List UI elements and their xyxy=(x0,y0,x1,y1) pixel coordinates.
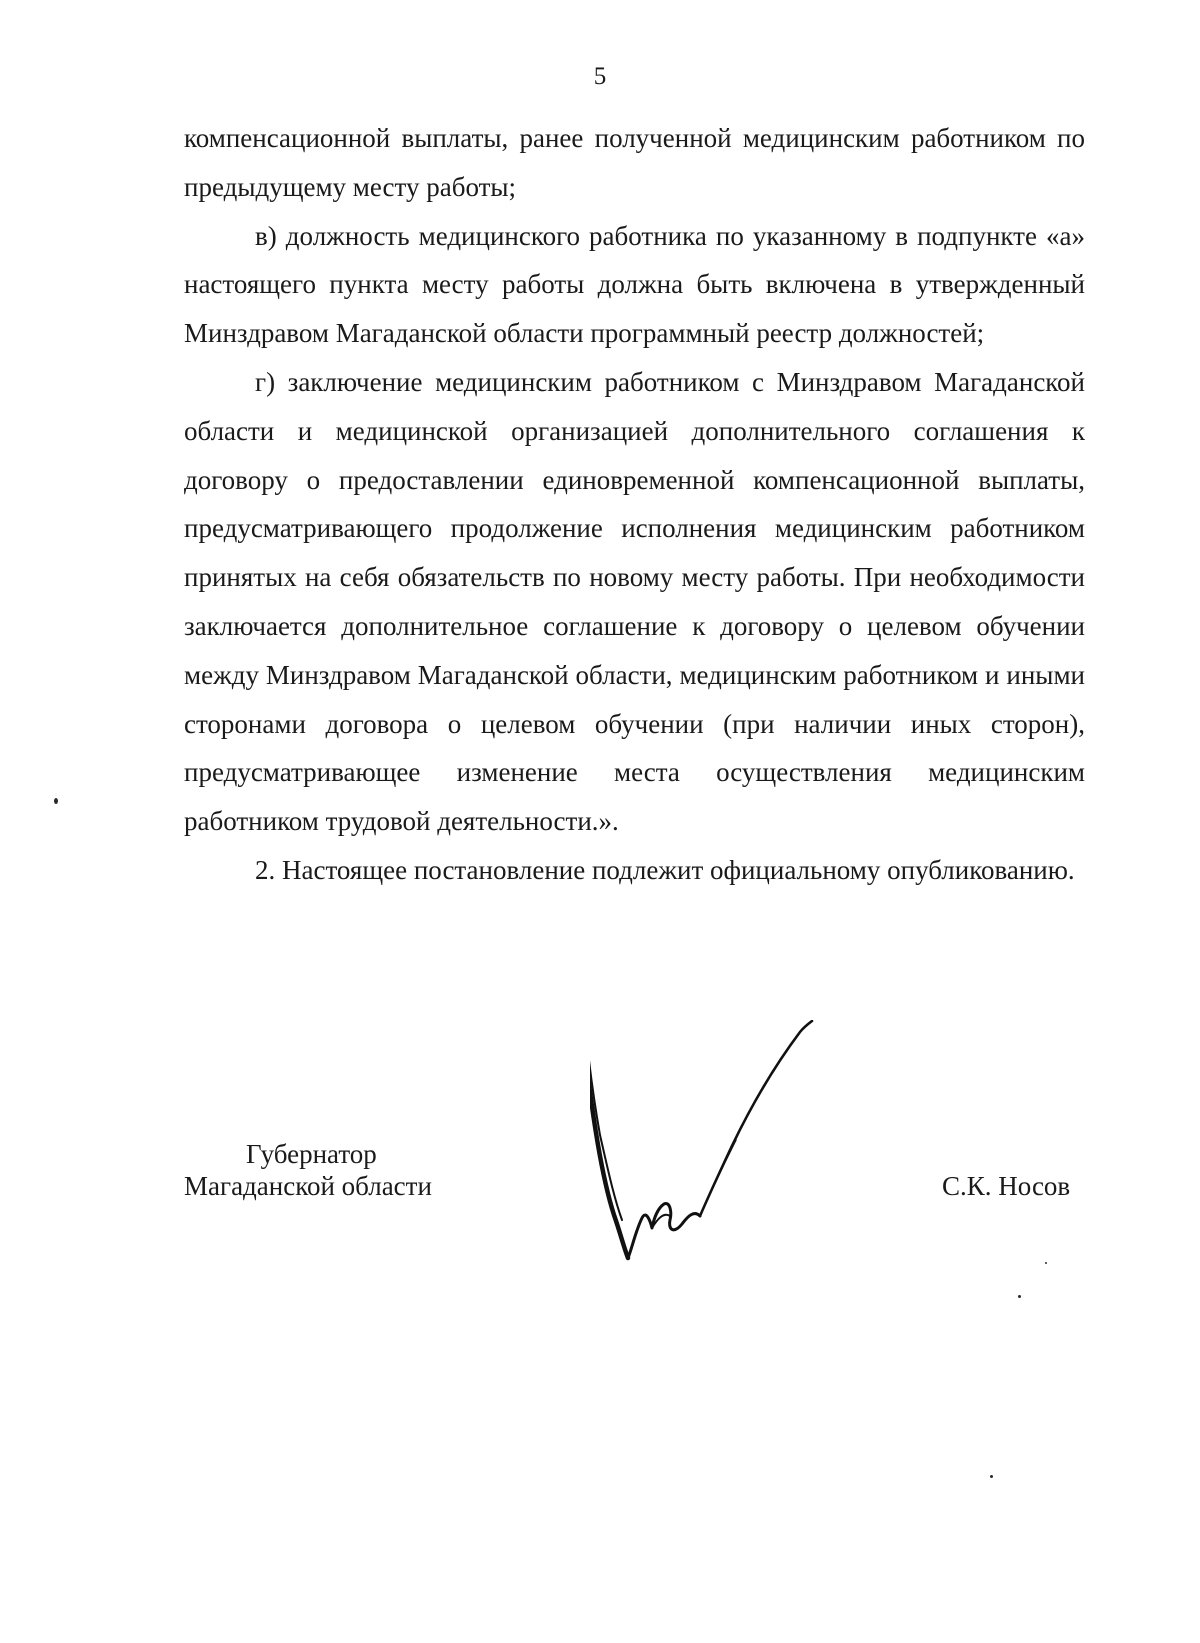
paragraph: компенсационной выплаты, ранее полученной медицинским работником по предыдущему месту работы; xyxy=(184,123,1085,202)
document-body xyxy=(184,114,1085,895)
scan-speck xyxy=(1018,1295,1021,1298)
paragraph: в) должность медицинского работника по указанному в подпункте «а» настоящего пункта месту работы должна быть включена в утвержденный Минздравом Магаданской области программный реестр должностей; xyxy=(184,220,1085,349)
signatory-title xyxy=(184,1138,432,1202)
signatory-title-line2: Магаданской области xyxy=(184,1171,432,1201)
handwritten-signature xyxy=(590,1020,870,1290)
signatory-name: С.К. Носов xyxy=(942,1171,1071,1201)
paragraph: 2. Настоящее постановление подлежит официальному опубликованию. xyxy=(255,854,1075,885)
scan-speck xyxy=(54,798,58,804)
scan-speck xyxy=(990,1475,993,1478)
scan-speck xyxy=(1045,1262,1047,1264)
page-number: 5 xyxy=(593,63,607,90)
paragraph: г) заключение медицинским работником с Минздравом Магаданской области и медицинской организацией дополнительного соглашения к договору о предоставлении единовременной компенсационной выплаты, предусматривающего продолжение исполнения медицинским работником принятых на себя обязательств по новому месту работы. При необходимости заключается дополнительное соглашение к договору о целевом обучении между Минздравом Магаданской области, медицинским работником и иными сторонами договора о целевом обучении (при наличии иных сторон), предусматривающее изменение места осуществления медицинским работником трудовой деятельности.». xyxy=(184,366,1085,837)
signatory-title-line1: Губернатор xyxy=(246,1139,377,1169)
